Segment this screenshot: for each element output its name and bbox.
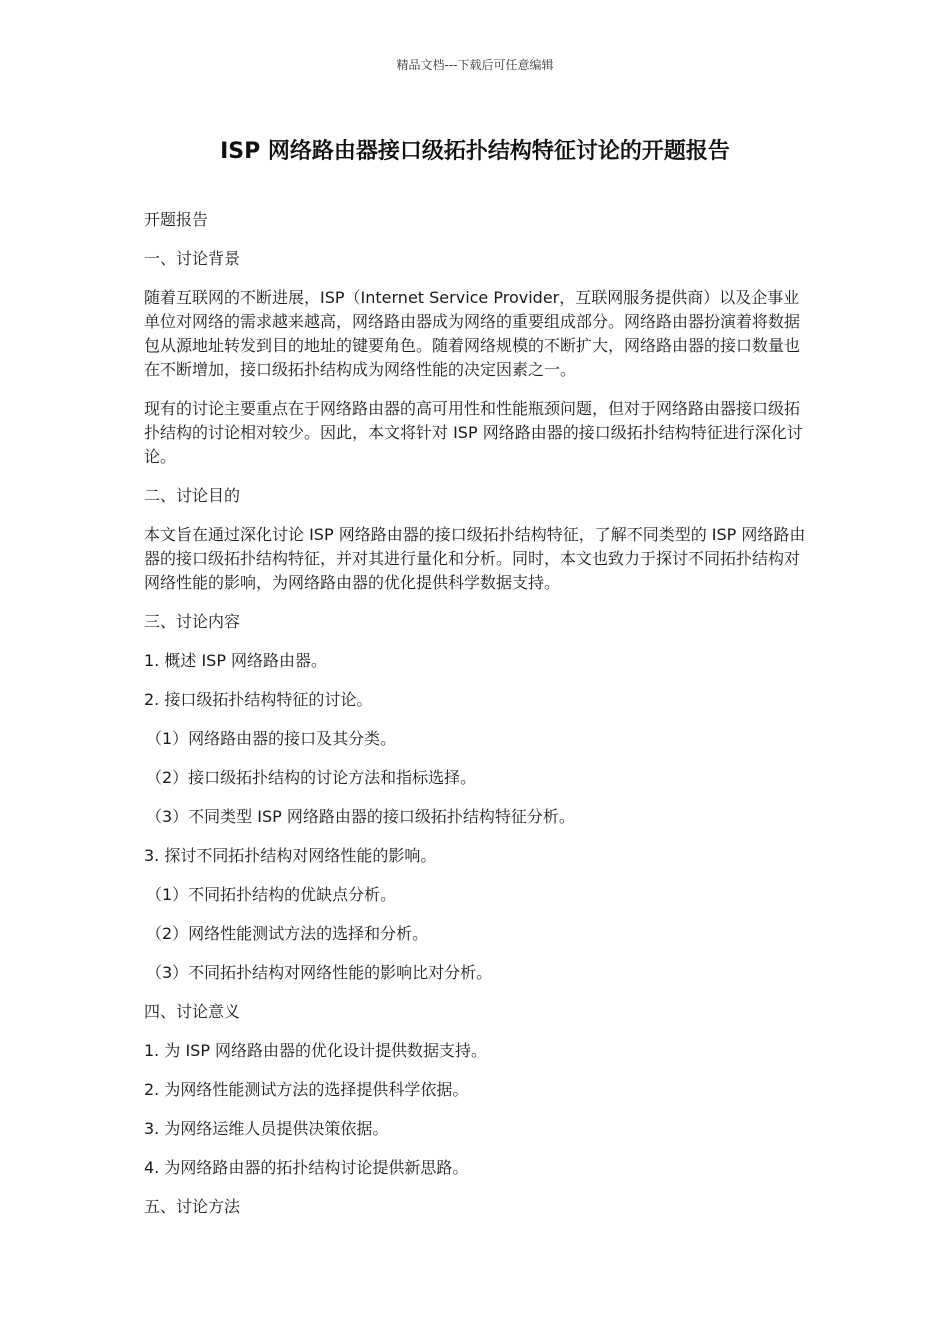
document-title: ISP 网络路由器接口级拓扑结构特征讨论的开题报告 [220,139,730,164]
significance-list-item: 4. 为网络路由器的拓扑结构讨论提供新思路。 [144,1158,469,1177]
content-list-item: 3. 探讨不同拓扑结构对网络性能的影响。 [144,846,437,865]
purpose-paragraph: 本文旨在通过深化讨论 ISP 网络路由器的接口级拓扑结构特征，了解不同类型的 ISP 网络路由器的接口级拓扑结构特征，并对其进行量化和分析。同时，本文也致力于探讨不同拓扑结构对网络性能的影响，为网络路由器的优化提供科学数据支持。 [144,525,806,592]
section-heading-background: 一、讨论背景 [144,249,241,268]
significance-list-item: 2. 为网络性能测试方法的选择提供科学依据。 [144,1080,469,1099]
content-list-item: 1. 概述 ISP 网络路由器。 [144,651,328,670]
report-label: 开题报告 [144,210,209,229]
content-list-subitem: （1）网络路由器的接口及其分类。 [146,729,397,748]
content-list-subitem: （3）不同拓扑结构对网络性能的影响比对分析。 [146,963,493,982]
page-header-watermark: 精品文档---下载后可任意编辑 [396,58,554,72]
section-heading-significance: 四、讨论意义 [144,1002,241,1021]
content-list-subitem: （1）不同拓扑结构的优缺点分析。 [146,885,397,904]
section-heading-method: 五、讨论方法 [144,1197,241,1216]
content-list-subitem: （3）不同类型 ISP 网络路由器的接口级拓扑结构特征分析。 [146,807,575,826]
significance-list-item: 3. 为网络运维人员提供决策依据。 [144,1119,389,1138]
content-list-subitem: （2）网络性能测试方法的选择和分析。 [146,924,429,943]
section-heading-purpose: 二、讨论目的 [144,486,241,505]
section-heading-content: 三、讨论内容 [144,612,241,631]
content-list-item: 2. 接口级拓扑结构特征的讨论。 [144,690,373,709]
significance-list-item: 1. 为 ISP 网络路由器的优化设计提供数据支持。 [144,1041,488,1060]
content-list-subitem: （2）接口级拓扑结构的讨论方法和指标选择。 [146,768,477,787]
document-body [144,208,806,1234]
background-paragraph-1: 随着互联网的不断进展，ISP（Internet Service Provider，互联网服务提供商）以及企事业单位对网络的需求越来越高，网络路由器成为网络的重要组成部分。网络路由器扮演着将数据包从源地址转发到目的地址的键要角色。随着网络规模的不断扩大，网络路由器的接口数量也在不断增加，接口级拓扑结构成为网络性能的决定因素之一。 [144,288,801,379]
background-paragraph-2: 现有的讨论主要重点在于网络路由器的高可用性和性能瓶颈问题，但对于网络路由器接口级拓扑结构的讨论相对较少。因此，本文将针对 ISP 网络路由器的接口级拓扑结构特征进行深化讨论。 [144,399,803,466]
